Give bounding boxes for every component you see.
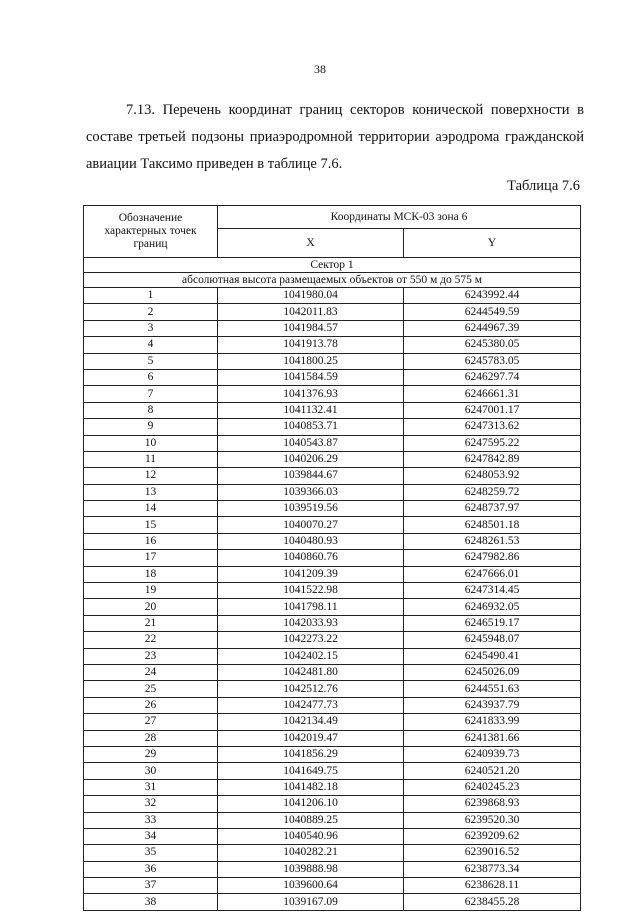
x-coordinate-cell: 1042273.22 xyxy=(218,632,404,648)
point-number-cell: 7 xyxy=(84,386,218,402)
header-x: X xyxy=(218,229,404,258)
table-row xyxy=(84,402,581,418)
point-number-cell: 14 xyxy=(84,501,218,517)
y-coordinate-cell: 6240245.23 xyxy=(404,779,581,795)
point-number-cell: 18 xyxy=(84,566,218,582)
point-number-cell: 28 xyxy=(84,730,218,746)
x-coordinate-cell: 1042512.76 xyxy=(218,681,404,697)
y-coordinate-cell: 6245948.07 xyxy=(404,632,581,648)
y-coordinate-cell: 6245026.09 xyxy=(404,664,581,680)
table-row xyxy=(84,796,581,812)
point-number-cell: 1 xyxy=(84,288,218,304)
x-coordinate-cell: 1040860.76 xyxy=(218,550,404,566)
table-row xyxy=(84,386,581,402)
y-coordinate-cell: 6248261.53 xyxy=(404,533,581,549)
table-row xyxy=(84,484,581,500)
height-note: абсолютная высота размещаемых объектов от 550 м до 575 м xyxy=(84,273,581,288)
point-number-cell: 19 xyxy=(84,583,218,599)
table-row xyxy=(84,369,581,385)
y-coordinate-cell: 6238455.28 xyxy=(404,894,581,910)
table-row xyxy=(84,517,581,533)
table-row xyxy=(84,566,581,582)
table-row xyxy=(84,501,581,517)
point-number-cell: 35 xyxy=(84,845,218,861)
table-row xyxy=(84,451,581,467)
page-number: 38 xyxy=(314,62,326,76)
y-coordinate-cell: 6246519.17 xyxy=(404,615,581,631)
x-coordinate-cell: 1040543.87 xyxy=(218,435,404,451)
x-coordinate-cell: 1040282.21 xyxy=(218,845,404,861)
x-coordinate-cell: 1041206.10 xyxy=(218,796,404,812)
y-coordinate-cell: 6245490.41 xyxy=(404,648,581,664)
point-number-cell: 29 xyxy=(84,746,218,762)
table-row xyxy=(84,845,581,861)
x-coordinate-cell: 1040853.71 xyxy=(218,419,404,435)
point-number-cell: 26 xyxy=(84,697,218,713)
point-number-cell: 17 xyxy=(84,550,218,566)
x-coordinate-cell: 1042134.49 xyxy=(218,714,404,730)
x-coordinate-cell: 1042011.83 xyxy=(218,304,404,320)
x-coordinate-cell: 1042402.15 xyxy=(218,648,404,664)
table-row xyxy=(84,419,581,435)
y-coordinate-cell: 6245380.05 xyxy=(404,337,581,353)
y-coordinate-cell: 6246661.31 xyxy=(404,386,581,402)
x-coordinate-cell: 1040540.96 xyxy=(218,828,404,844)
point-number-cell: 2 xyxy=(84,304,218,320)
x-coordinate-cell: 1042019.47 xyxy=(218,730,404,746)
y-coordinate-cell: 6239868.93 xyxy=(404,796,581,812)
x-coordinate-cell: 1039888.98 xyxy=(218,861,404,877)
x-coordinate-cell: 1041584.59 xyxy=(218,369,404,385)
table-row xyxy=(84,746,581,762)
x-coordinate-cell: 1039844.67 xyxy=(218,468,404,484)
table-row xyxy=(84,353,581,369)
section-paragraph xyxy=(86,97,584,178)
x-coordinate-cell: 1041209.39 xyxy=(218,566,404,582)
y-coordinate-cell: 6247313.62 xyxy=(404,419,581,435)
table-caption: Таблица 7.6 xyxy=(507,178,580,194)
point-number-cell: 22 xyxy=(84,632,218,648)
y-coordinate-cell: 6238628.11 xyxy=(404,878,581,894)
x-coordinate-cell: 1042481.80 xyxy=(218,664,404,680)
y-coordinate-cell: 6239209.62 xyxy=(404,828,581,844)
x-coordinate-cell: 1041913.78 xyxy=(218,337,404,353)
y-coordinate-cell: 6244551.63 xyxy=(404,681,581,697)
point-number-cell: 32 xyxy=(84,796,218,812)
point-number-cell: 5 xyxy=(84,353,218,369)
x-coordinate-cell: 1041482.18 xyxy=(218,779,404,795)
y-coordinate-cell: 6248053.92 xyxy=(404,468,581,484)
y-coordinate-cell: 6239016.52 xyxy=(404,845,581,861)
y-coordinate-cell: 6239520.30 xyxy=(404,812,581,828)
point-number-cell: 21 xyxy=(84,615,218,631)
y-coordinate-cell: 6243937.79 xyxy=(404,697,581,713)
point-number-cell: 20 xyxy=(84,599,218,615)
point-number-cell: 25 xyxy=(84,681,218,697)
table-row xyxy=(84,304,581,320)
table-row xyxy=(84,714,581,730)
table-row xyxy=(84,435,581,451)
x-coordinate-cell: 1039167.09 xyxy=(218,894,404,910)
y-coordinate-cell: 6245783.05 xyxy=(404,353,581,369)
point-number-cell: 4 xyxy=(84,337,218,353)
point-number-cell: 3 xyxy=(84,320,218,336)
x-coordinate-cell: 1041980.04 xyxy=(218,288,404,304)
table-row xyxy=(84,894,581,910)
table-row xyxy=(84,288,581,304)
x-coordinate-cell: 1040889.25 xyxy=(218,812,404,828)
point-number-cell: 15 xyxy=(84,517,218,533)
point-number-cell: 13 xyxy=(84,484,218,500)
point-number-cell: 8 xyxy=(84,402,218,418)
y-coordinate-cell: 6247595.22 xyxy=(404,435,581,451)
y-coordinate-cell: 6246297.74 xyxy=(404,369,581,385)
table-row xyxy=(84,615,581,631)
y-coordinate-cell: 6244967.39 xyxy=(404,320,581,336)
y-coordinate-cell: 6244549.59 xyxy=(404,304,581,320)
x-coordinate-cell: 1041800.25 xyxy=(218,353,404,369)
x-coordinate-cell: 1039519.56 xyxy=(218,501,404,517)
table-row xyxy=(84,697,581,713)
x-coordinate-cell: 1039600.64 xyxy=(218,878,404,894)
x-coordinate-cell: 1041649.75 xyxy=(218,763,404,779)
x-coordinate-cell: 1040206.29 xyxy=(218,451,404,467)
point-number-cell: 9 xyxy=(84,419,218,435)
header-point-designation: Обозначение характерных точек границ xyxy=(84,206,218,258)
point-number-cell: 30 xyxy=(84,763,218,779)
y-coordinate-cell: 6247001.17 xyxy=(404,402,581,418)
sector-title: Сектор 1 xyxy=(84,258,581,273)
table-body xyxy=(84,258,581,911)
point-number-cell: 24 xyxy=(84,664,218,680)
table-row xyxy=(84,599,581,615)
table-row xyxy=(84,812,581,828)
y-coordinate-cell: 6243992.44 xyxy=(404,288,581,304)
y-coordinate-cell: 6247314.45 xyxy=(404,583,581,599)
coordinates-table xyxy=(83,205,581,911)
table-row xyxy=(84,664,581,680)
y-coordinate-cell: 6247982.86 xyxy=(404,550,581,566)
y-coordinate-cell: 6240939.73 xyxy=(404,746,581,762)
x-coordinate-cell: 1039366.03 xyxy=(218,484,404,500)
x-coordinate-cell: 1041856.29 xyxy=(218,746,404,762)
point-number-cell: 10 xyxy=(84,435,218,451)
point-number-cell: 34 xyxy=(84,828,218,844)
table-row xyxy=(84,583,581,599)
x-coordinate-cell: 1041522.98 xyxy=(218,583,404,599)
table-row xyxy=(84,681,581,697)
header-y: Y xyxy=(404,229,581,258)
table-row xyxy=(84,779,581,795)
y-coordinate-cell: 6241381.66 xyxy=(404,730,581,746)
y-coordinate-cell: 6247842.89 xyxy=(404,451,581,467)
point-number-cell: 33 xyxy=(84,812,218,828)
x-coordinate-cell: 1041132.41 xyxy=(218,402,404,418)
table-row xyxy=(84,730,581,746)
y-coordinate-cell: 6240521.20 xyxy=(404,763,581,779)
table-row xyxy=(84,632,581,648)
x-coordinate-cell: 1041376.93 xyxy=(218,386,404,402)
table-row xyxy=(84,337,581,353)
x-coordinate-cell: 1040480.93 xyxy=(218,533,404,549)
point-number-cell: 16 xyxy=(84,533,218,549)
point-number-cell: 31 xyxy=(84,779,218,795)
table-row xyxy=(84,878,581,894)
x-coordinate-cell: 1041798.11 xyxy=(218,599,404,615)
table-row xyxy=(84,648,581,664)
table-row xyxy=(84,861,581,877)
point-number-cell: 11 xyxy=(84,451,218,467)
x-coordinate-cell: 1040070.27 xyxy=(218,517,404,533)
y-coordinate-cell: 6248737.97 xyxy=(404,501,581,517)
y-coordinate-cell: 6247666.01 xyxy=(404,566,581,582)
point-number-cell: 23 xyxy=(84,648,218,664)
point-number-cell: 6 xyxy=(84,369,218,385)
y-coordinate-cell: 6246932.05 xyxy=(404,599,581,615)
point-number-cell: 38 xyxy=(84,894,218,910)
point-number-cell: 37 xyxy=(84,878,218,894)
table-row xyxy=(84,550,581,566)
point-number-cell: 12 xyxy=(84,468,218,484)
x-coordinate-cell: 1042033.93 xyxy=(218,615,404,631)
y-coordinate-cell: 6241833.99 xyxy=(404,714,581,730)
table-row xyxy=(84,468,581,484)
x-coordinate-cell: 1041984.57 xyxy=(218,320,404,336)
point-number-cell: 36 xyxy=(84,861,218,877)
y-coordinate-cell: 6238773.34 xyxy=(404,861,581,877)
paragraph-text: 7.13. Перечень координат границ секторов конической поверхности в составе третьей подзоны приаэродромной территории аэродрома гражданской авиации Таксимо приведен в таблице 7.6. xyxy=(86,102,584,172)
y-coordinate-cell: 6248259.72 xyxy=(404,484,581,500)
table-row xyxy=(84,763,581,779)
table-row xyxy=(84,533,581,549)
y-coordinate-cell: 6248501.18 xyxy=(404,517,581,533)
table-row xyxy=(84,828,581,844)
header-coordinates: Координаты МСК-03 зона 6 xyxy=(218,206,581,229)
table-row xyxy=(84,320,581,336)
point-number-cell: 27 xyxy=(84,714,218,730)
x-coordinate-cell: 1042477.73 xyxy=(218,697,404,713)
